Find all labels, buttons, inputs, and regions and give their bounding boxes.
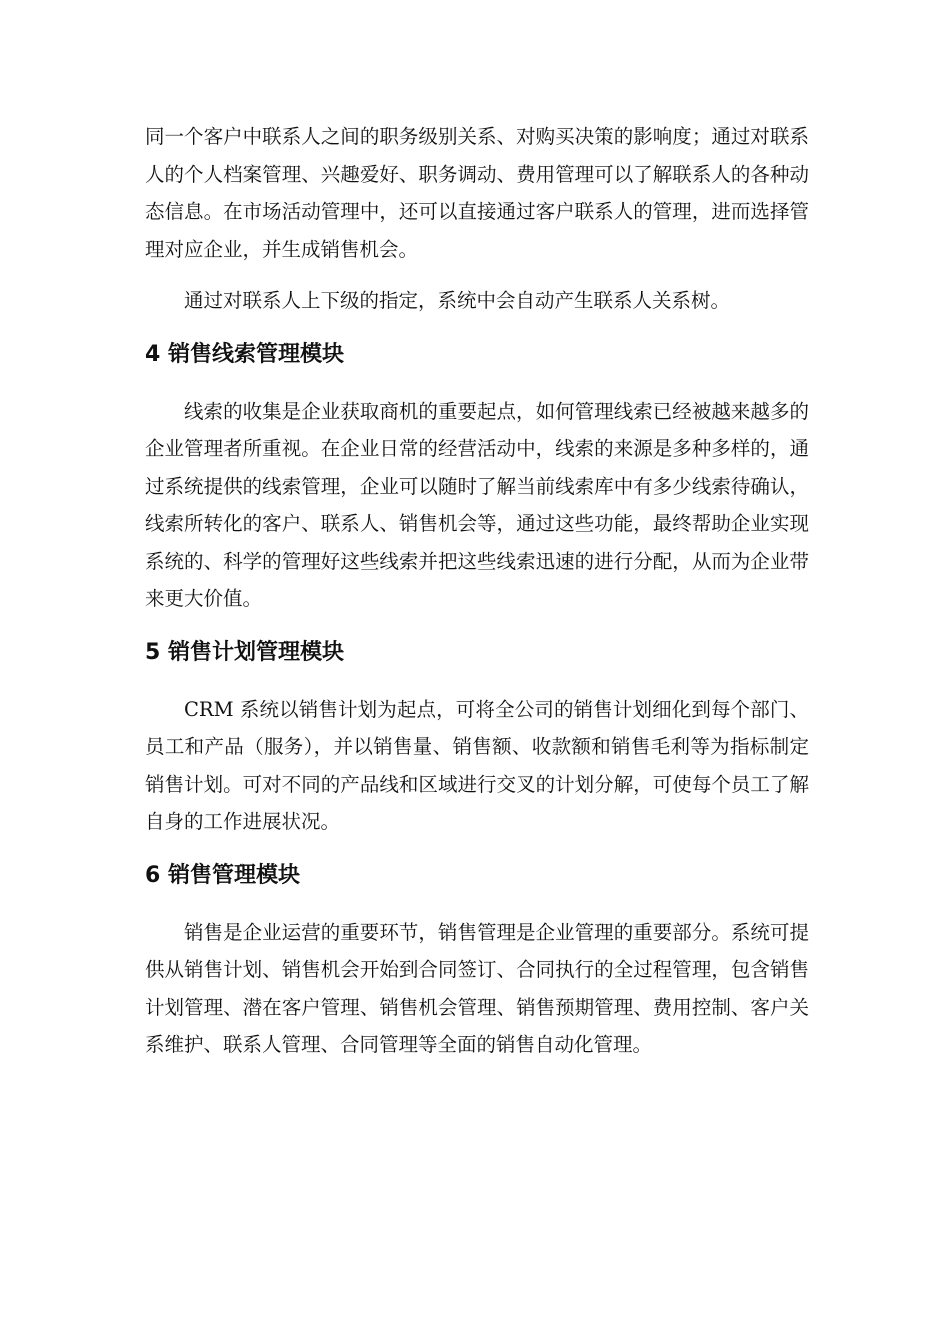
spacer bbox=[145, 892, 809, 914]
intro-paragraph-1: 同一个客户中联系人之间的职务级别关系、对购买决策的影响度；通过对联系人的个人档案管理、兴趣爱好、职务调动、费用管理可以了解联系人的各种动态信息。在市场活动管理中，还可以直接通过客户联系人的管理，进而选择管理对应企业，并生成销售机会。 bbox=[145, 125, 809, 261]
section-heading-5: 5 销售计划管理模块 bbox=[145, 639, 344, 665]
section-heading-4: 4 销售线索管理模块 bbox=[145, 341, 344, 367]
spacer bbox=[145, 320, 809, 339]
section-body-6: 销售是企业运营的重要环节，销售管理是企业管理的重要部分。系统可提供从销售计划、销售机会开始到合同签订、合同执行的全过程管理，包含销售计划管理、潜在客户管理、销售机会管理、销售预期管理、费用控制、客户关系维护、联系人管理、合同管理等全面的销售自动化管理。 bbox=[145, 920, 809, 1056]
spacer bbox=[145, 618, 809, 637]
section-body-5: CRM 系统以销售计划为起点，可将全公司的销售计划细化到每个部门、员工和产品（服务），并以销售量、销售额、收款额和销售毛利等为指标制定销售计划。可对不同的产品线和区域进行交叉的计划分解，可使每个员工了解自身的工作进展状况。 bbox=[145, 697, 809, 833]
document-page bbox=[145, 118, 809, 1064]
spacer bbox=[145, 371, 809, 393]
section-body-4: 线索的收集是企业获取商机的重要起点，如何管理线索已经被越来越多的企业管理者所重视。在企业日常的经营活动中，线索的来源是多种多样的，通过系统提供的线索管理，企业可以随时了解当前线索库中有多少线索待确认，线索所转化的客户、联系人、销售机会等，通过这些功能，最终帮助企业实现系统的、科学的管理好这些线索并把这些线索迅速的进行分配，从而为企业带来更大价值。 bbox=[145, 399, 809, 610]
spacer bbox=[145, 669, 809, 691]
spacer bbox=[145, 841, 809, 860]
intro-paragraph-2: 通过对联系人上下级的指定，系统中会自动产生联系人关系树。 bbox=[184, 289, 731, 312]
spacer bbox=[145, 268, 809, 282]
section-heading-6: 6 销售管理模块 bbox=[145, 862, 300, 888]
